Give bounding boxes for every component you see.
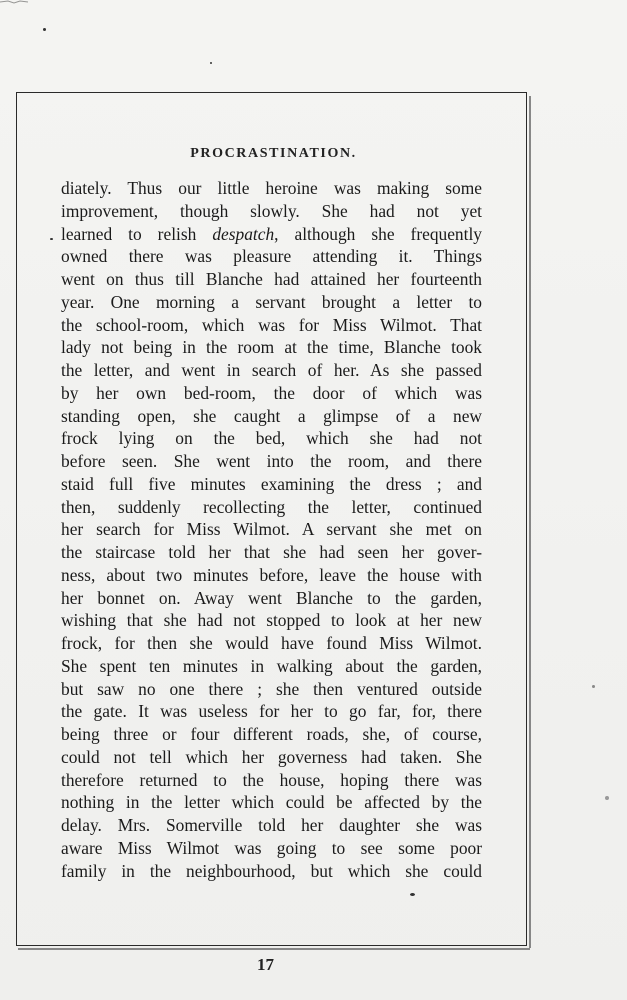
text-line: aware Miss Wilmot was going to see some poor [61,837,482,858]
ink-speck [50,238,53,240]
ink-speck [605,796,609,800]
page-number: 17 [257,955,274,974]
text-line [61,223,482,246]
text-line: her search for Miss Wilmot. A servant she met on [61,519,482,540]
page-border-shadow-bottom [18,948,530,950]
text-line: wishing that she had not stopped to look at her new [61,610,482,631]
text-line: nothing in the letter which could be affected by the [61,792,482,813]
text-line: staid full five minutes examining the dress ; and [61,473,482,494]
text-line: delay. Mrs. Somerville told her daughter she was [61,815,482,835]
italic-word: despatch [212,223,275,244]
text-line: therefore returned to the house, hoping there was [61,769,482,790]
corner-scan-mark [0,0,60,14]
text-segment: , although she frequently [274,223,482,244]
body-text [61,177,482,882]
text-line: the school-room, which was for Miss Wilmot. That [61,314,482,335]
text-line: the gate. It was useless for her to go far, for, there [61,701,482,722]
text-line: improvement, though slowly. She had not yet [61,200,482,221]
text-line: her bonnet on. Away went Blanche to the garden, [61,587,482,608]
text-line: the letter, and went in search of her. As she passed [61,360,482,380]
text-line: but saw no one there ; she then ventured outside [61,678,482,699]
text-line: ness, about two minutes before, leave the house with [61,564,482,585]
text-line: owned there was pleasure attending it. Things [61,246,482,267]
text-line: being three or four different roads, she, of course, [61,724,482,744]
text-line: the staircase told her that she had seen her gover- [61,542,482,562]
text-line: by her own bed-room, the door of which was [61,382,482,403]
text-segment: learned to relish [61,223,213,244]
text-line: frock, for then she would have found Miss Wilmot. [61,633,482,653]
text-line: standing open, she caught a glimpse of a new [61,405,482,426]
text-line: went on thus till Blanche had attained her fourteenth [61,269,482,289]
text-line: before seen. She went into the room, and there [61,451,482,471]
ink-speck [592,685,595,688]
text-line: could not tell which her governess had taken. She [61,746,482,767]
text-line: frock lying on the bed, which she had not [61,428,482,449]
text-line: year. One morning a servant brought a letter to [61,291,482,312]
page-border-shadow-right [529,96,531,948]
text-line: She spent ten minutes in walking about the garden, [61,655,482,676]
text-line: diately. Thus our little heroine was making some [61,178,482,198]
text-line: then, suddenly recollecting the letter, continued [61,496,482,517]
text-line: family in the neighbourhood, but which she could [61,860,482,881]
ink-speck [43,28,46,31]
ink-speck [210,62,212,64]
text-line: lady not being in the room at the time, Blanche took [61,337,482,358]
ink-speck [410,893,415,896]
running-head: PROCRASTINATION. [190,146,357,161]
